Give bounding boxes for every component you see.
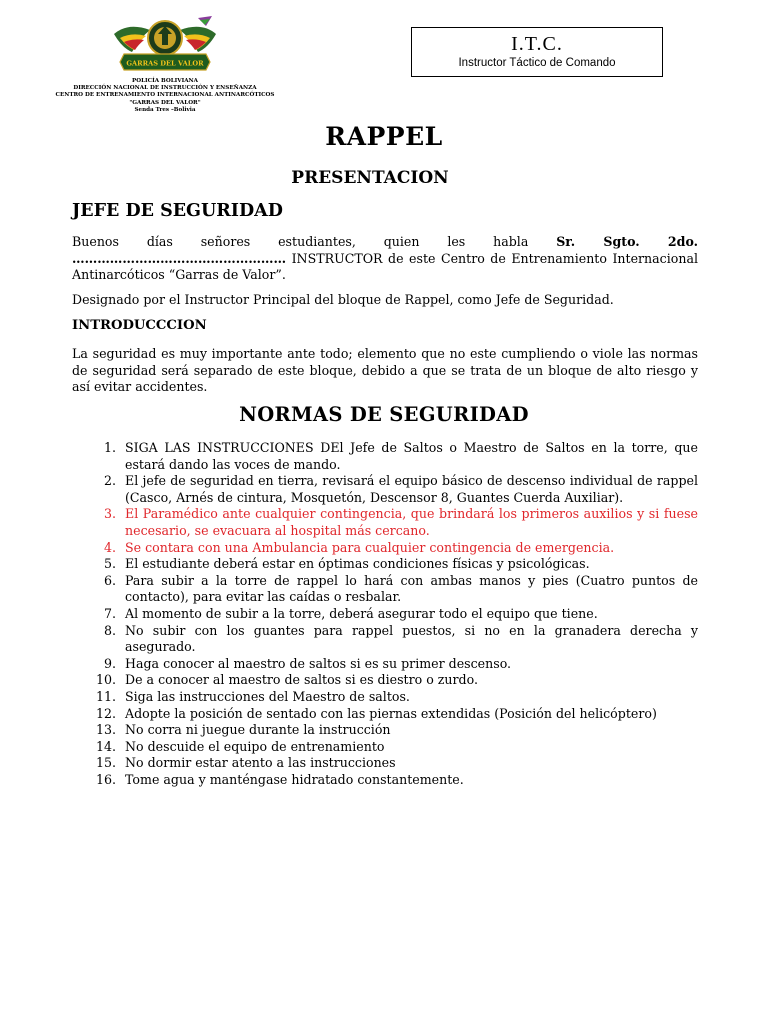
- norms-heading: NORMAS DE SEGURIDAD: [239, 403, 529, 426]
- intro-heading: INTRODUCCCION: [72, 318, 207, 333]
- norm-item: [72, 772, 698, 789]
- document-subtitle: PRESENTACION: [291, 168, 449, 188]
- norm-item: [72, 706, 698, 723]
- norm-text: Al momento de subir a la torre, deberá asegurar todo el equipo que tiene.: [125, 605, 598, 621]
- document-title: RAPPEL: [325, 122, 443, 151]
- norm-number: 5.: [103, 556, 116, 572]
- norm-number: 6.: [103, 572, 116, 588]
- norm-item: [72, 606, 698, 623]
- norm-number: 12.: [95, 705, 116, 721]
- norm-item: [72, 689, 698, 706]
- norm-text: No dormir estar atento a las instrucciones: [125, 755, 396, 771]
- norm-number: 9.: [103, 655, 116, 671]
- norm-number: 2.: [103, 473, 116, 489]
- norm-item: [72, 440, 698, 473]
- norm-text: El jefe de seguridad en tierra, revisará el equipo básico de descenso individual de rappel (Casco, Arnés de cintura, Mosquetón, Descensor 8, Guantes Cuerda Auxiliar).: [125, 473, 698, 505]
- norm-number: 16.: [95, 771, 116, 787]
- norm-item: [72, 672, 698, 689]
- norm-number: 7.: [103, 605, 116, 621]
- norm-item: [72, 473, 698, 506]
- norm-item: [72, 656, 698, 673]
- norm-item: [72, 722, 698, 739]
- paragraph-prefix: Buenos días señores estudiantes, quien les habla: [72, 234, 557, 249]
- norm-text: Haga conocer al maestro de saltos si es su primer descenso.: [125, 655, 512, 671]
- norm-text: El estudiante deberá estar en óptimas condiciones físicas y psicológicas.: [125, 556, 590, 572]
- norm-number: 14.: [95, 738, 116, 754]
- norm-item: [72, 623, 698, 656]
- paragraph-suffix: INSTRUCTOR de este Centro de Entrenamiento Internacional Antinarcóticos “Garras de Valor”.: [72, 250, 698, 283]
- institution-header: [30, 12, 300, 114]
- norm-item: [72, 506, 698, 539]
- norm-text: Se contara con una Ambulancia para cualquier contingencia de emergencia.: [125, 539, 615, 555]
- norm-item: [72, 540, 698, 557]
- norm-number: 11.: [95, 688, 116, 704]
- norm-text: Para subir a la torre de rappel lo hará con ambas manos y pies (Cuatro puntos de contacto), para evitar las caídas o resbalar.: [125, 572, 698, 605]
- norm-text: Siga las instrucciones del Maestro de saltos.: [125, 688, 410, 704]
- norm-text: El Paramédico ante cualquier contingencia, que brindará los primeros auxilios y si fuese necesario, se evacuara al hospital más cercano.: [125, 506, 698, 538]
- norm-number: 13.: [95, 722, 116, 738]
- institution-line: DIRECCIÓN NACIONAL DE INSTRUCCIÓN Y ENSEÑANZA: [73, 85, 257, 92]
- norm-text: No corra ni juegue durante la instrucción: [125, 722, 391, 738]
- itc-subtitle: Instructor Táctico de Comando: [458, 57, 616, 69]
- norm-text: Adopte la posición de sentado con las piernas extendidas (Posición del helicóptero): [125, 705, 657, 721]
- itc-title: I.T.C.: [511, 33, 563, 55]
- norm-item: [72, 755, 698, 772]
- norm-number: 4.: [103, 539, 116, 555]
- norm-text: De a conocer al maestro de saltos si es diestro o zurdo.: [125, 672, 478, 688]
- norm-number: 8.: [103, 622, 116, 638]
- section-heading: JEFE DE SEGURIDAD: [72, 201, 283, 221]
- institution-line: POLICÍA BOLIVIANA: [132, 78, 198, 84]
- designation-paragraph: Designado por el Instructor Principal del bloque de Rappel, como Jefe de Seguridad.: [72, 292, 614, 307]
- norms-list: [72, 440, 698, 788]
- intro-paragraph: La seguridad es muy importante ante todo; elemento que no este cumpliendo o viole las normas de seguridad será separado de este bloque, debido a que se trata de un bloque de alto riesgo y así evitar accidentes.: [72, 346, 698, 395]
- institution-line: CENTRO DE ENTRENAMIENTO INTERNACIONAL ANTINARCÓTICOS: [55, 92, 275, 99]
- institution-line: Senda Tres –Bolivia: [134, 106, 196, 113]
- itc-box: [411, 27, 663, 77]
- institution-lines: [30, 78, 300, 114]
- norm-text: No descuide el equipo de entrenamiento: [125, 738, 385, 754]
- norm-number: 15.: [95, 755, 116, 771]
- norm-number: 10.: [95, 672, 116, 688]
- logo-banner-text: GARRAS DEL VALOR: [126, 59, 204, 68]
- norm-number: 3.: [103, 506, 116, 522]
- norm-text: Tome agua y manténgase hidratado constantemente.: [125, 771, 464, 787]
- norm-text: SIGA LAS INSTRUCCIONES DEl Jefe de Saltos o Maestro de Saltos en la torre, que estará dando las voces de mando.: [125, 440, 698, 472]
- norm-item: [72, 739, 698, 756]
- institution-line: "GARRAS DEL VALOR": [129, 99, 201, 106]
- norm-text: No subir con los guantes para rappel puestos, si no en la granadera derecha y asegurado.: [125, 622, 698, 655]
- presentation-paragraph: [72, 234, 698, 284]
- norm-number: 1.: [103, 440, 116, 455]
- norm-item: [72, 573, 698, 606]
- instructor-name-field: Sr. Sgto. 2do. ……………………………………………: [72, 234, 699, 266]
- norm-item: [72, 556, 698, 573]
- garras-del-valor-logo-icon: [110, 12, 220, 76]
